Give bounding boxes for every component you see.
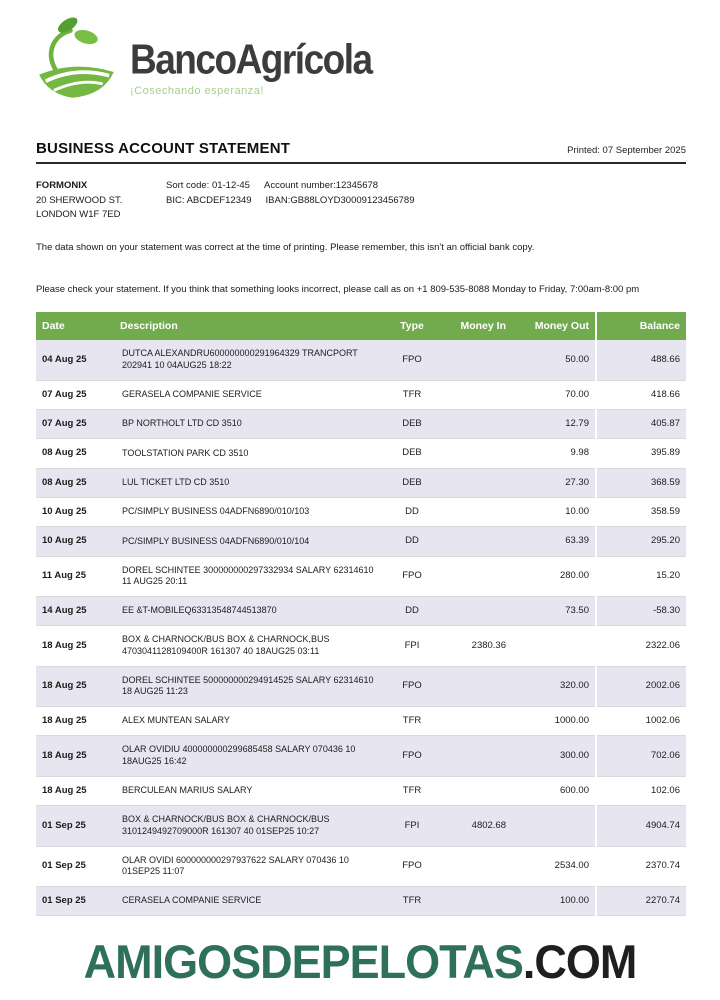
transaction-balance: 295.20 — [596, 527, 686, 556]
account-line-1 — [166, 179, 415, 194]
sprout-field-icon — [30, 12, 122, 108]
account-details — [166, 179, 415, 223]
transaction-row — [36, 846, 686, 886]
transaction-money-out: 600.00 — [512, 776, 596, 805]
transaction-balance: 2270.74 — [596, 886, 686, 915]
transaction-description: BOX & CHARNOCK/BUS BOX & CHARNOCK/BUS 3101249492709000R 161307 40 01SEP25 10:27 — [114, 806, 386, 846]
transaction-money-in — [438, 776, 512, 805]
transaction-money-in — [438, 497, 512, 526]
column-header-type: Type — [386, 312, 438, 340]
transaction-row — [36, 497, 686, 526]
transaction-description: OLAR OVIDI 600000000297937622 SALARY 070436 10 01SEP25 11:07 — [114, 846, 386, 886]
transaction-date: 18 Aug 25 — [36, 707, 114, 736]
transaction-row — [36, 626, 686, 666]
transaction-balance: 4904.74 — [596, 806, 686, 846]
transaction-date: 18 Aug 25 — [36, 736, 114, 776]
transaction-balance: 15.20 — [596, 556, 686, 596]
transaction-date: 07 Aug 25 — [36, 380, 114, 409]
site-watermark — [0, 934, 720, 989]
transaction-balance: 2370.74 — [596, 846, 686, 886]
transaction-balance: 488.66 — [596, 340, 686, 380]
transaction-date: 01 Sep 25 — [36, 806, 114, 846]
account-number: Account number:12345678 — [263, 180, 379, 191]
transaction-description: ALEX MUNTEAN SALARY — [114, 707, 386, 736]
brand-tagline: ¡Cosechando esperanza! — [130, 85, 264, 97]
transaction-row — [36, 886, 686, 915]
transaction-date: 04 Aug 25 — [36, 340, 114, 380]
transaction-description: CERASELA COMPANIE SERVICE — [114, 886, 386, 915]
brand-name: BancoAgrícola — [130, 36, 372, 83]
transaction-money-out — [512, 806, 596, 846]
transaction-money-in — [438, 846, 512, 886]
sort-code: Sort code: 01-12-45 — [166, 180, 250, 191]
transaction-balance: 368.59 — [596, 468, 686, 497]
customer-address-line1: 20 SHERWOOD ST. — [36, 194, 123, 206]
transaction-balance: 358.59 — [596, 497, 686, 526]
transaction-type: FPO — [386, 846, 438, 886]
transaction-money-out — [512, 626, 596, 666]
transaction-money-in — [438, 527, 512, 556]
transaction-balance: -58.30 — [596, 596, 686, 625]
transaction-type: FPO — [386, 556, 438, 596]
transaction-money-in — [438, 666, 512, 706]
account-info-section — [36, 179, 686, 223]
transaction-money-in — [438, 556, 512, 596]
transaction-money-in — [438, 409, 512, 438]
transaction-type: DEB — [386, 409, 438, 438]
transaction-row — [36, 707, 686, 736]
transaction-money-out: 70.00 — [512, 380, 596, 409]
iban: IBAN:GB88LOYD30009123456789 — [265, 194, 415, 206]
transaction-description: EE &T-MOBILEQ63313548744513870 — [114, 596, 386, 625]
transaction-row — [36, 806, 686, 846]
bank-logo — [0, 0, 720, 108]
transaction-date: 07 Aug 25 — [36, 409, 114, 438]
transaction-description: DOREL SCHINTEE 300000000297332934 SALARY 62314610 11 AUG25 20:11 — [114, 556, 386, 596]
customer-name: FORMONIX — [36, 180, 88, 191]
table-header — [36, 312, 686, 340]
transaction-description: BOX & CHARNOCK/BUS BOX & CHARNOCK,BUS 4703041128109400R 161307 40 18AUG25 03:11 — [114, 626, 386, 666]
transaction-money-out: 280.00 — [512, 556, 596, 596]
transaction-balance: 702.06 — [596, 736, 686, 776]
transaction-money-in — [438, 439, 512, 468]
brand-text — [130, 36, 372, 97]
column-header-balance: Balance — [596, 312, 686, 340]
transaction-type: FPI — [386, 626, 438, 666]
transaction-description: DUTCA ALEXANDRU600000000291964329 TRANCPORT 202941 10 04AUG25 18:22 — [114, 340, 386, 380]
transaction-date: 08 Aug 25 — [36, 468, 114, 497]
transaction-type: DD — [386, 596, 438, 625]
transaction-money-out: 300.00 — [512, 736, 596, 776]
transaction-money-out: 1000.00 — [512, 707, 596, 736]
bic: BIC: ABCDEF12349 — [166, 194, 252, 206]
transaction-money-in — [438, 596, 512, 625]
transaction-balance: 102.06 — [596, 776, 686, 805]
printing-notice: The data shown on your statement was correct at the time of printing. Please remember, this isn't an official bank copy. — [36, 242, 535, 254]
transaction-money-out: 73.50 — [512, 596, 596, 625]
transaction-date: 10 Aug 25 — [36, 527, 114, 556]
transaction-date: 18 Aug 25 — [36, 666, 114, 706]
transaction-description: DOREL SCHINTEE 500000000294914525 SALARY 62314610 18 AUG25 11:23 — [114, 666, 386, 706]
transaction-money-in — [438, 468, 512, 497]
transaction-date: 14 Aug 25 — [36, 596, 114, 625]
transaction-money-in: 4802.68 — [438, 806, 512, 846]
transaction-type: TFR — [386, 380, 438, 409]
transaction-type: DEB — [386, 468, 438, 497]
transaction-row — [36, 666, 686, 706]
transaction-balance: 418.66 — [596, 380, 686, 409]
transaction-money-out: 12.79 — [512, 409, 596, 438]
transaction-row — [36, 556, 686, 596]
transaction-row — [36, 596, 686, 625]
transaction-type: TFR — [386, 776, 438, 805]
transaction-money-out: 2534.00 — [512, 846, 596, 886]
transaction-description: PC/SIMPLY BUSINESS 04ADFN6890/010/104 — [114, 527, 386, 556]
transaction-description: GERASELA COMPANIE SERVICE — [114, 380, 386, 409]
transaction-type: FPO — [386, 666, 438, 706]
transaction-money-out: 10.00 — [512, 497, 596, 526]
transaction-money-in: 2380.36 — [438, 626, 512, 666]
transaction-date: 11 Aug 25 — [36, 556, 114, 596]
transaction-date: 10 Aug 25 — [36, 497, 114, 526]
transaction-money-out: 63.39 — [512, 527, 596, 556]
title-divider — [36, 162, 686, 164]
check-statement-notice: Please check your statement. If you think that something looks incorrect, please call as on +1 809-535-8088 Monday to Friday, 7:00am-8:00 pm — [36, 284, 640, 296]
page-title: BUSINESS ACCOUNT STATEMENT — [36, 140, 291, 157]
transaction-description: PC/SIMPLY BUSINESS 04ADFN6890/010/103 — [114, 497, 386, 526]
transaction-money-out: 50.00 — [512, 340, 596, 380]
transaction-balance: 1002.06 — [596, 707, 686, 736]
column-header-money-out: Money Out — [512, 312, 596, 340]
transaction-date: 01 Sep 25 — [36, 846, 114, 886]
transaction-description: OLAR OVIDIU 400000000299685458 SALARY 070436 10 18AUG25 16:42 — [114, 736, 386, 776]
transaction-money-in — [438, 707, 512, 736]
transaction-money-out: 27.30 — [512, 468, 596, 497]
transaction-balance: 2322.06 — [596, 626, 686, 666]
transaction-row — [36, 776, 686, 805]
transaction-date: 08 Aug 25 — [36, 439, 114, 468]
transaction-type: FPO — [386, 736, 438, 776]
transaction-description: TOOLSTATION PARK CD 3510 — [114, 439, 386, 468]
transaction-description: BERCULEAN MARIUS SALARY — [114, 776, 386, 805]
transaction-description: LUL TICKET LTD CD 3510 — [114, 468, 386, 497]
transaction-money-out: 100.00 — [512, 886, 596, 915]
transaction-balance: 395.89 — [596, 439, 686, 468]
transaction-row — [36, 736, 686, 776]
column-header-date: Date — [36, 312, 114, 340]
account-line-2 — [166, 194, 415, 209]
transaction-type: TFR — [386, 886, 438, 915]
transaction-date: 18 Aug 25 — [36, 626, 114, 666]
transaction-type: DD — [386, 527, 438, 556]
transaction-row — [36, 409, 686, 438]
transaction-money-in — [438, 340, 512, 380]
transaction-row — [36, 439, 686, 468]
transaction-type: DD — [386, 497, 438, 526]
column-header-money-in: Money In — [438, 312, 512, 340]
transaction-row — [36, 527, 686, 556]
transaction-date: 01 Sep 25 — [36, 886, 114, 915]
transaction-type: FPI — [386, 806, 438, 846]
transaction-row — [36, 340, 686, 380]
watermark-suffix: .COM — [522, 934, 637, 989]
transaction-type: FPO — [386, 340, 438, 380]
transactions-table — [36, 312, 686, 916]
transaction-row — [36, 380, 686, 409]
watermark-primary: AMIGOSDEPELOTAS — [83, 934, 523, 989]
customer-address-line2: LONDON W1F 7ED — [36, 209, 121, 221]
transaction-money-in — [438, 380, 512, 409]
transactions-body — [36, 340, 686, 916]
transaction-row — [36, 468, 686, 497]
customer-address — [36, 179, 166, 223]
transaction-type: TFR — [386, 707, 438, 736]
transaction-balance: 2002.06 — [596, 666, 686, 706]
transaction-money-in — [438, 886, 512, 915]
transaction-description: BP NORTHOLT LTD CD 3510 — [114, 409, 386, 438]
printed-date: Printed: 07 September 2025 — [567, 145, 686, 156]
transaction-money-out: 9.98 — [512, 439, 596, 468]
transaction-money-out: 320.00 — [512, 666, 596, 706]
transaction-type: DEB — [386, 439, 438, 468]
transaction-money-in — [438, 736, 512, 776]
transaction-balance: 405.87 — [596, 409, 686, 438]
statement-header — [36, 140, 686, 157]
column-header-description: Description — [114, 312, 386, 340]
transaction-date: 18 Aug 25 — [36, 776, 114, 805]
